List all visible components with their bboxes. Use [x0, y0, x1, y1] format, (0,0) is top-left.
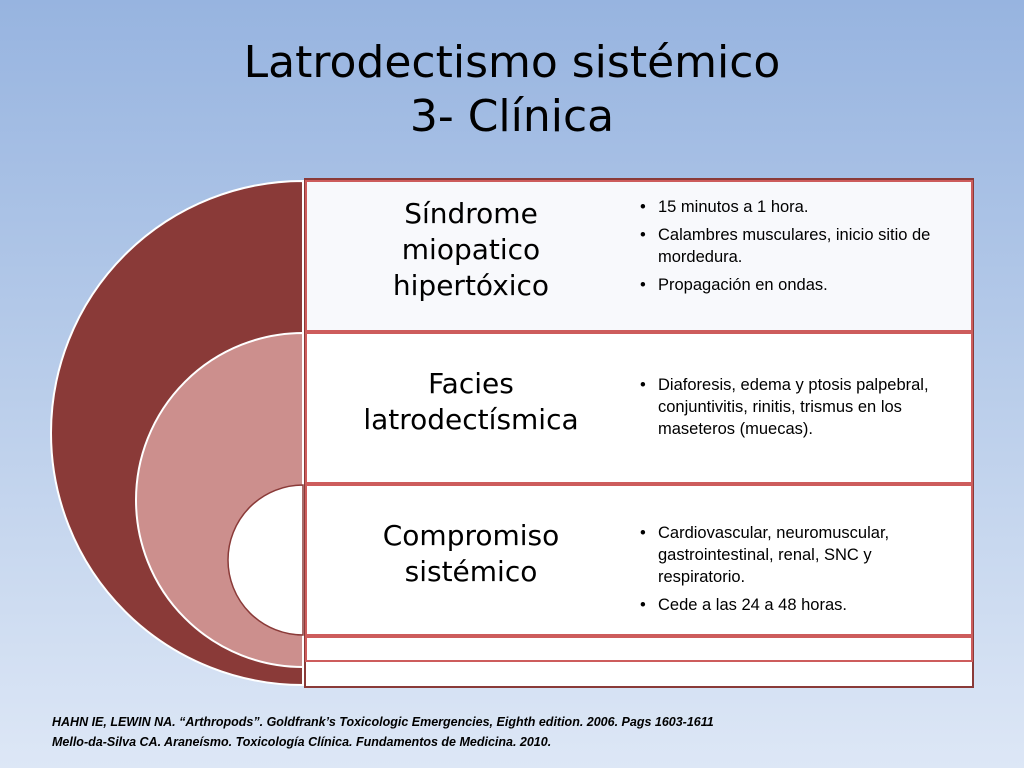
row-compromiso-sistemico	[306, 518, 972, 622]
bullet-item: • Propagación en ondas.	[636, 274, 958, 296]
row-bullets	[636, 196, 958, 304]
slide-title-line-2: 3- Clínica	[409, 91, 615, 142]
bullet-item: • 15 minutos a 1 hora.	[636, 196, 958, 218]
bullet-item: • Cardiovascular, neuromuscular, gastrointestinal, renal, SNC y respiratorio.	[636, 522, 958, 588]
row-bullets	[636, 522, 958, 622]
row-name: Compromiso sistémico	[382, 519, 560, 588]
row-sindrome-miopatico	[306, 196, 972, 304]
slide-title-line-1: Latrodectismo sistémico	[243, 37, 781, 88]
row-name: Síndrome miopatico hipertóxico	[392, 197, 550, 302]
bullet-item: • Diaforesis, edema y ptosis palpebral, conjuntivitis, rinitis, trismus en los maseteros (muecas).	[636, 374, 958, 440]
bullet-item: • Cede a las 24 a 48 horas.	[636, 594, 958, 616]
bullet-item: • Calambres musculares, inicio sitio de mordedura.	[636, 224, 958, 268]
row-facies-latrodectismica	[306, 366, 972, 446]
reference-line: Mello-da-Silva CA. Araneísmo. Toxicología Clínica. Fundamentos de Medicina. 2010.	[52, 735, 552, 749]
row-name: Facies latrodectísmica	[363, 367, 579, 436]
row-box-4	[306, 637, 972, 661]
row-bullets	[636, 374, 958, 446]
references	[52, 712, 992, 752]
reference-line: HAHN IE, LEWIN NA. “Arthropods”. Goldfrank’s Toxicologic Emergencies, Eighth edition. 2006. Pags 1603-1611	[52, 715, 714, 729]
